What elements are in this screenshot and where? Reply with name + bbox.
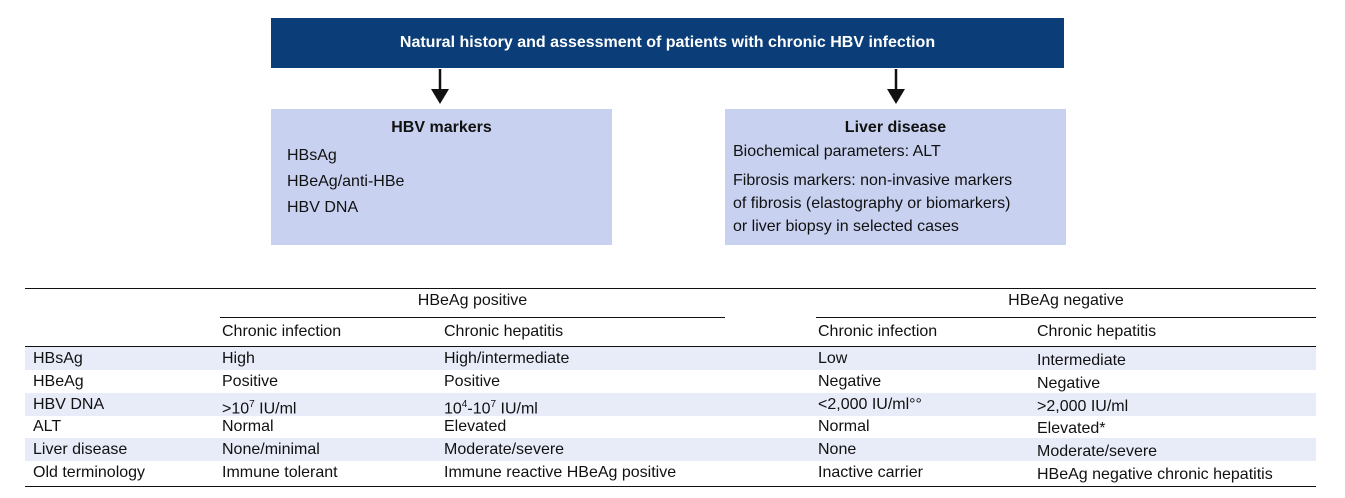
- table-cell: Elevated: [444, 418, 507, 435]
- cell-text: >10: [222, 400, 250, 418]
- exponent: 7: [490, 399, 497, 410]
- table-cell: [222, 395, 296, 419]
- table-cell: Positive: [444, 373, 501, 390]
- table-cell: Normal: [818, 418, 870, 435]
- arrow-down-icon: [885, 69, 907, 105]
- hbv-marker-item: HBsAg: [287, 147, 337, 164]
- cell-text: 10: [444, 400, 462, 418]
- group-header-hbeag-negative: HBeAg negative: [1008, 292, 1124, 309]
- fibrosis-markers-line: Fibrosis markers: non-invasive markers: [733, 172, 1013, 189]
- cell-text: IU/ml: [254, 400, 297, 418]
- exponent: 4: [461, 399, 468, 410]
- table-cell: Low: [818, 350, 848, 367]
- table-top-rule: [25, 288, 1316, 289]
- row-label: ALT: [33, 418, 62, 435]
- table-cell: Negative: [1037, 375, 1101, 392]
- row-label: HBeAg: [33, 373, 84, 390]
- table-cell: High/intermediate: [444, 350, 570, 367]
- group-rule-positive: [220, 317, 725, 318]
- table-cell: None: [818, 441, 857, 458]
- arrow-down-icon: [429, 69, 451, 105]
- table-cell: <2,000 IU/ml°°: [818, 396, 922, 413]
- row-label: Liver disease: [33, 441, 128, 458]
- hbv-marker-item: HBeAg/anti-HBe: [287, 173, 405, 190]
- table-cell: Negative: [818, 373, 882, 390]
- table-cell: Immune tolerant: [222, 464, 338, 481]
- cell-text: IU/ml: [496, 400, 538, 418]
- subheader-chronic-hepatitis: Chronic hepatitis: [444, 323, 564, 340]
- fibrosis-markers-line: of fibrosis (elastography or biomarkers): [733, 195, 1011, 212]
- group-rule-negative: [816, 317, 1316, 318]
- table-cell: [444, 395, 538, 419]
- table-cell: Immune reactive HBeAg positive: [444, 464, 677, 481]
- subheader-chronic-infection: Chronic infection: [222, 323, 342, 340]
- subheader-chronic-infection: Chronic infection: [818, 323, 938, 340]
- row-label: Old terminology: [33, 464, 146, 481]
- row-label: HBV DNA: [33, 396, 105, 413]
- cell-text: -10: [467, 400, 491, 418]
- diagram-title: Natural history and assessment of patients with chronic HBV infection: [399, 34, 936, 51]
- table-cell: Moderate/severe: [1037, 443, 1158, 460]
- fibrosis-markers-line: or liver biopsy in selected cases: [733, 218, 959, 235]
- row-label: HBsAg: [33, 350, 83, 367]
- table-cell: Normal: [222, 418, 274, 435]
- table-cell: None/minimal: [222, 441, 320, 458]
- table-bottom-rule: [25, 486, 1316, 487]
- group-header-hbeag-positive: HBeAg positive: [417, 292, 528, 309]
- table-cell: Moderate/severe: [444, 441, 565, 458]
- table-cell: Elevated*: [1037, 420, 1106, 437]
- biochemical-parameters: Biochemical parameters: ALT: [733, 143, 941, 160]
- table-cell: Positive: [222, 373, 279, 390]
- hbv-marker-item: HBV DNA: [287, 199, 359, 216]
- table-cell: High: [222, 350, 255, 367]
- exponent: 7: [249, 399, 255, 410]
- subheader-chronic-hepatitis: Chronic hepatitis: [1037, 323, 1157, 340]
- diagram-title-box: [271, 18, 1064, 68]
- liver-disease-box: [725, 109, 1066, 245]
- table-cell: Intermediate: [1037, 352, 1126, 369]
- table-cell: Inactive carrier: [818, 464, 923, 481]
- table-cell: HBeAg negative chronic hepatitis: [1037, 466, 1273, 483]
- liver-disease-title: Liver disease: [844, 119, 947, 136]
- hbv-markers-box: [271, 109, 612, 245]
- hbv-markers-title: HBV markers: [391, 119, 492, 136]
- table-cell: >2,000 IU/ml: [1037, 398, 1129, 415]
